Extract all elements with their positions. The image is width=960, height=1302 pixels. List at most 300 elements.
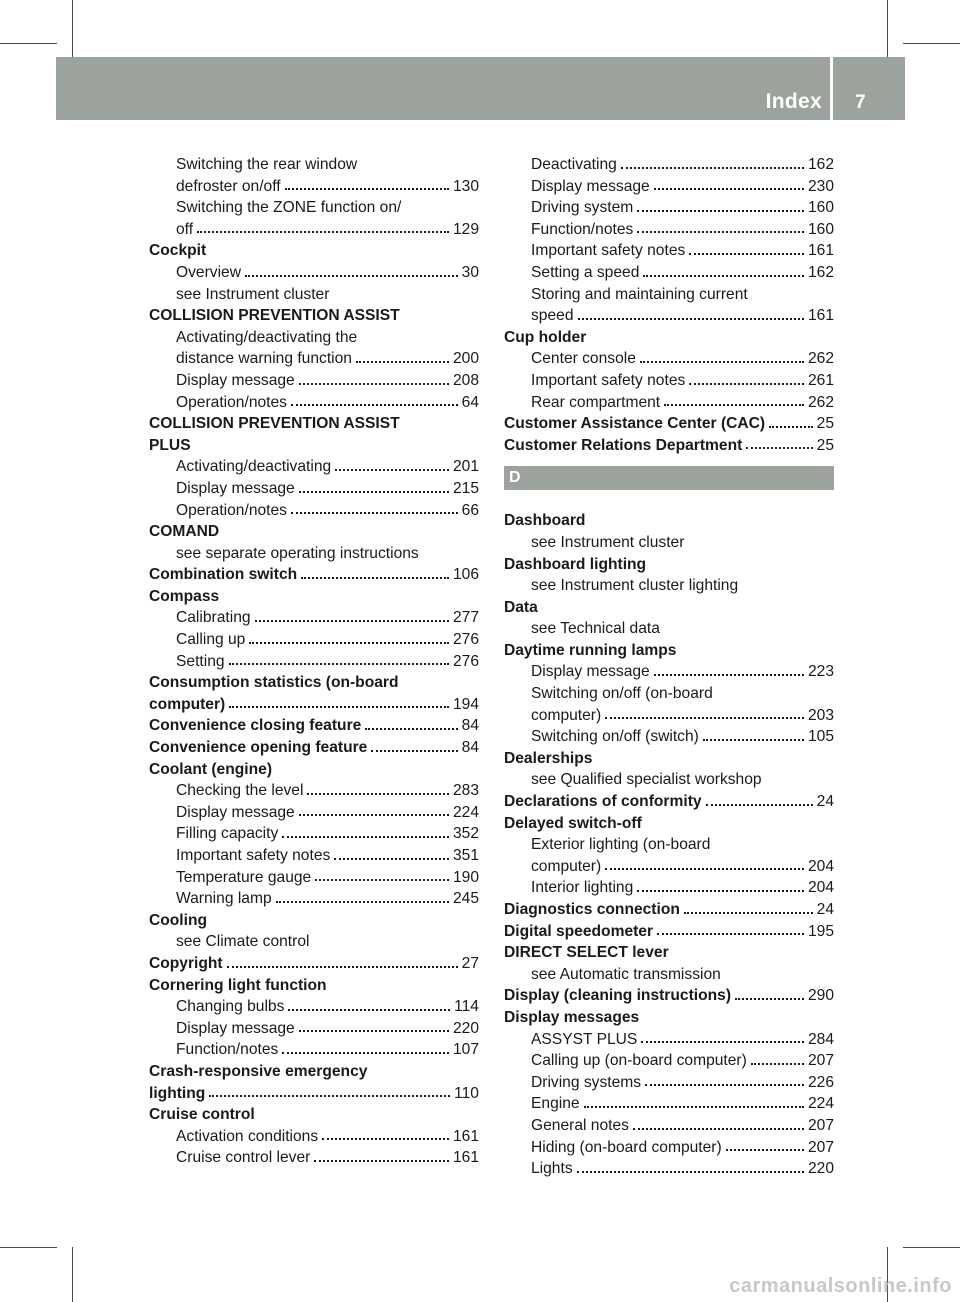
index-entry [149,262,479,284]
index-entry [504,348,834,370]
index-entry-page: 66 [461,501,479,519]
dot-leader [654,674,804,676]
dot-leader [643,275,804,277]
index-entry [149,240,479,262]
index-entry [504,985,834,1007]
index-entry-text: Important safety notes [176,847,331,864]
index-entry-text: COLLISION PREVENTION ASSIST [149,307,400,325]
index-entry-text: Display messages [504,1008,640,1026]
index-entry-page: 277 [452,609,479,627]
index-entry-page: 261 [807,371,834,389]
index-column-right [504,154,834,1180]
index-entry-text: Important safety notes [531,371,686,389]
index-entry [504,219,834,241]
index-entry [149,435,479,457]
dot-leader [605,868,804,870]
index-entry-page: 204 [807,879,834,897]
dot-leader [249,642,449,644]
index-entry [504,640,834,662]
index-entry-text: Switching on/off (switch) [531,728,699,746]
index-entry-text: Customer Relations Department [504,436,743,454]
index-entry-text: Center console [531,350,636,368]
index-entry-page: 161 [807,307,834,325]
index-entry-page: 224 [452,803,479,821]
index-entry-text: Cornering light function [149,976,327,994]
dot-leader [633,1128,804,1130]
index-entry [504,899,834,921]
dot-leader [334,858,449,860]
index-entry [504,554,834,576]
header-divider [830,57,833,120]
index-entry-text: General notes [531,1116,629,1134]
index-entry-text: DIRECT SELECT lever [504,944,669,962]
index-entry-page: 352 [452,825,479,843]
index-entry-page: 130 [452,177,479,195]
index-entry-text: see Automatic transmission [531,965,721,983]
dot-leader [301,577,449,579]
index-entry-text: Display message [531,663,650,681]
index-entry [504,813,834,835]
index-entry [149,500,479,522]
index-entry-text: Warning lamp [176,890,272,908]
index-list-c-continued [504,154,834,456]
index-entry-page: 161 [452,1127,479,1145]
index-entry-text: Operation/notes [176,501,287,519]
index-entry [504,176,834,198]
dot-leader [229,706,449,708]
dot-leader [291,404,458,406]
index-entry-page: 208 [452,371,479,389]
index-entry [149,953,479,975]
index-entry [504,305,834,327]
index-entry-text: Calibrating [176,609,251,627]
index-entry-text: Cruise control lever [176,1149,311,1167]
crop-mark [0,43,57,44]
index-entry-page: 220 [452,1019,479,1037]
index-entry-page: 162 [807,156,834,173]
index-entry-text: Cockpit [149,242,207,260]
index-entry [149,478,479,500]
index-entry-text: Calling up (on-board computer) [531,1052,747,1070]
index-entry-page: 110 [454,1084,479,1102]
index-entry-text: see Qualified specialist workshop [531,771,762,789]
index-entry-page: 84 [461,739,479,757]
index-entry-page: 129 [452,220,479,238]
crop-mark [72,1247,73,1302]
index-entry [504,370,834,392]
index-entry-page: 64 [461,393,479,411]
index-entry-page: 283 [452,782,479,800]
dot-leader [299,1030,449,1032]
index-entry [504,921,834,943]
index-entry-text: Dashboard lighting [504,555,647,573]
dot-leader [209,1095,450,1097]
index-entry-text: lighting [149,1084,206,1102]
index-entry-text: Switching the rear window [176,156,358,173]
index-entry [504,1137,834,1159]
index-entry-text: see Instrument cluster [176,285,330,303]
index-entry-text: Driving systems [531,1073,642,1091]
index-entry [149,975,479,997]
crop-mark [903,43,960,44]
index-entry-text: Data [504,598,538,616]
index-entry-page: 24 [816,901,834,918]
index-entry-text: see separate operating instructions [176,544,419,562]
index-entry-page: 84 [461,717,479,735]
index-entry [504,1007,834,1029]
dot-leader [726,1149,804,1151]
index-entry-text: Copyright [149,954,223,972]
index-entry-text: off [176,220,194,238]
index-entry-text: Lights [531,1160,573,1178]
section-letter-bar: D [504,466,834,490]
crop-mark [0,1247,57,1248]
index-entry-page: 276 [452,652,479,670]
index-entry [504,327,834,349]
index-entry-text: Display message [176,803,295,821]
watermark: carmanualsonline.info [729,1275,952,1297]
index-entry-page: 107 [452,1041,479,1059]
dot-leader [605,717,804,719]
index-entry-page: 25 [816,436,834,454]
index-entry [504,748,834,770]
index-entry [149,1083,479,1105]
dot-leader [227,966,458,968]
index-entry-text: Customer Assistance Center (CAC) [504,415,766,433]
index-entry [149,197,479,219]
index-entry-text: COMAND [149,523,220,541]
index-entry-text: Display message [531,177,650,195]
index-entry-text: Function/notes [176,1041,279,1059]
index-entry-text: ASSYST PLUS [531,1030,638,1048]
index-entry-text: see Instrument cluster lighting [531,577,739,595]
index-entry [504,435,834,457]
index-entry-page: 106 [452,566,479,584]
index-entry-text: Setting a speed [531,263,640,281]
index-entry [504,661,834,683]
index-entry-page: 207 [807,1052,834,1070]
index-entry [149,867,479,889]
index-entry [149,154,479,176]
dot-leader [299,383,449,385]
index-entry-text: Coolant (engine) [149,760,273,778]
dot-leader [637,210,804,212]
index-entry [149,780,479,802]
index-entry-text: computer) [531,857,602,875]
index-entry-page: 230 [807,177,834,195]
index-entry-text: Switching the ZONE function on/ [176,199,402,217]
dot-leader [664,404,804,406]
dot-leader [371,750,457,752]
dot-leader [641,1041,804,1043]
index-entry [149,219,479,241]
index-entry [504,942,834,964]
index-entry-page: 161 [452,1149,479,1167]
index-entry [504,618,834,640]
index-entry-page: 105 [807,728,834,746]
dot-leader [657,933,804,935]
index-entry-text: Checking the level [176,782,304,800]
dot-leader [769,426,813,428]
index-entry-text: Engine [531,1095,580,1113]
index-entry-text: Combination switch [149,566,298,584]
index-entry [504,597,834,619]
dot-leader [640,361,804,363]
index-entry-text: see Instrument cluster [531,533,685,551]
index-entry-text: Crash-responsive emergency [149,1062,368,1080]
index-entry-text: Exterior lighting (on-board [531,836,711,854]
index-entry [149,456,479,478]
index-entry-page: 262 [807,350,834,368]
index-entry-text: Dealerships [504,749,593,767]
crop-mark [887,0,888,57]
index-entry [149,802,479,824]
index-entry [504,1029,834,1051]
index-entry-page: 160 [807,220,834,238]
index-entry-text: Switching on/off (on-board [531,685,713,703]
index-entry [149,888,479,910]
index-entry [149,521,479,543]
index-entry [149,759,479,781]
index-entry [504,510,834,532]
index-entry [149,305,479,327]
index-entry-text: see Technical data [531,620,660,638]
dot-leader [229,663,449,665]
index-entry [149,284,479,306]
crop-mark [903,1247,960,1248]
index-entry [504,1050,834,1072]
dot-leader [356,361,449,363]
dot-leader [282,836,449,838]
index-entry-page: 215 [452,479,479,497]
index-entry [149,370,479,392]
index-entry [504,769,834,791]
index-entry-text: Overview [176,263,241,281]
index-entry [504,575,834,597]
index-entry [504,197,834,219]
index-entry-text: Hiding (on-board computer) [531,1138,722,1156]
index-entry-text: Display message [176,479,295,497]
index-entry-text: Activating/deactivating the [176,328,358,346]
index-entry-text: Cup holder [504,328,587,346]
index-entry [504,392,834,414]
dot-leader [645,1084,804,1086]
index-entry-text: Diagnostics connection [504,901,680,918]
dot-leader [689,253,804,255]
index-entry [149,176,479,198]
index-entry [149,996,479,1018]
index-entry [149,1104,479,1126]
index-entry [504,532,834,554]
index-entry [149,931,479,953]
index-entry-text: Display message [176,371,295,389]
index-entry [149,694,479,716]
index-entry-text: Driving system [531,199,634,217]
index-list-d [504,510,834,1179]
index-entry-text: Delayed switch-off [504,814,642,832]
index-entry-text: Changing bulbs [176,998,285,1016]
index-entry-page: 220 [807,1160,834,1178]
index-entry [504,1093,834,1115]
dot-leader [578,318,804,320]
index-entry-text: Interior lighting [531,879,634,897]
index-entry [149,607,479,629]
index-entry-page: 226 [807,1073,834,1091]
page-title: Index [765,90,822,113]
index-entry-text: Convenience closing feature [149,717,362,735]
index-entry [504,240,834,262]
dot-leader [307,793,449,795]
index-entry-page: 204 [807,857,834,875]
dot-leader [621,167,804,169]
index-column-left [149,154,479,1169]
index-entry-text: Cooling [149,911,208,929]
dot-leader [197,231,449,233]
index-entry-text: Consumption statistics (on-board [149,674,399,692]
index-entry-page: 162 [807,263,834,281]
dot-leader [276,901,449,903]
index-entry [149,1061,479,1083]
index-entry-text: Filling capacity [176,825,279,843]
index-entry-text: speed [531,307,574,325]
index-entry [504,262,834,284]
index-entry-page: 351 [452,847,479,864]
index-entry-page: 27 [461,954,479,972]
index-entry [504,964,834,986]
dot-leader [706,804,813,806]
index-entry-page: 160 [807,199,834,217]
dot-leader [285,188,449,190]
index-entry-text: Display message [176,1019,295,1037]
index-entry-page: 224 [807,1095,834,1113]
dot-leader [299,491,449,493]
index-entry-text: Temperature gauge [176,868,312,886]
index-entry [149,672,479,694]
dot-leader [689,383,804,385]
index-entry [504,413,834,435]
index-entry-text: Deactivating [531,156,617,173]
index-entry [149,629,479,651]
index-entry [504,154,834,176]
index-entry [504,834,834,856]
index-entry [149,413,479,435]
index-entry [149,1126,479,1148]
index-entry-text: Function/notes [531,220,634,238]
page-number: 7 [855,92,866,113]
index-entry-text: PLUS [149,436,191,454]
index-entry-page: 195 [807,922,834,940]
dot-leader [684,912,813,914]
index-entry [149,910,479,932]
index-entry-page: 161 [807,242,834,260]
index-entry [149,564,479,586]
index-entry-page: 207 [807,1116,834,1134]
index-entry [504,726,834,748]
index-entry-text: Digital speedometer [504,922,654,940]
index-entry [504,791,834,813]
dot-leader [637,890,804,892]
index-entry [149,586,479,608]
index-entry-text: Dashboard [504,512,586,530]
crop-mark [72,0,73,57]
index-entry-text: Setting [176,652,225,670]
index-entry-text: Calling up [176,631,246,649]
index-entry-page: 290 [807,987,834,1005]
dot-leader [245,275,458,277]
index-entry-text: Storing and maintaining current [531,285,748,303]
index-entry [149,543,479,565]
index-entry-text: computer) [149,695,226,713]
dot-leader [577,1171,804,1173]
index-entry-text: see Climate control [176,933,310,951]
index-entry-page: 276 [452,631,479,649]
index-entry [504,1158,834,1180]
index-entry-text: Compass [149,587,220,605]
dot-leader [654,188,804,190]
index-entry [149,737,479,759]
index-entry-page: 200 [452,350,479,368]
index-entry [149,845,479,867]
index-entry [149,1039,479,1061]
index-entry [149,715,479,737]
dot-leader [315,879,449,881]
index-entry-text: Declarations of conformity [504,793,702,811]
index-entry [504,705,834,727]
index-entry [149,651,479,673]
index-entry-page: 207 [807,1138,834,1156]
index-entry-page: 24 [816,793,834,811]
index-entry-text: Activating/deactivating [176,458,332,476]
dot-leader [703,739,804,741]
index-entry [504,683,834,705]
index-entry [504,284,834,306]
dot-leader [746,447,812,449]
index-entry [504,856,834,878]
index-entry [149,823,479,845]
dot-leader [299,814,449,816]
index-entry [149,327,479,349]
index-entry-text: Display (cleaning instructions) [504,987,732,1005]
index-entry [149,348,479,370]
dot-leader [637,231,804,233]
index-entry-text: Operation/notes [176,393,287,411]
dot-leader [322,1138,449,1140]
dot-leader [735,998,804,1000]
index-entry [504,1115,834,1137]
index-entry-page: 245 [452,890,479,908]
index-entry-text: Important safety notes [531,242,686,260]
index-entry-page: 284 [807,1030,834,1048]
dot-leader [314,1160,449,1162]
dot-leader [751,1063,804,1065]
dot-leader [282,1052,449,1054]
index-entry-text: Daytime running lamps [504,641,677,659]
index-entry-text: Activation conditions [176,1127,319,1145]
index-entry-page: 262 [807,393,834,411]
index-entry [149,392,479,414]
index-entry-page: 114 [454,998,479,1016]
dot-leader [291,512,458,514]
index-entry-text: defroster on/off [176,177,281,195]
index-entry-text: Convenience opening feature [149,739,368,757]
index-entry-page: 190 [452,868,479,886]
index-entry-text: COLLISION PREVENTION ASSIST [149,415,400,433]
index-entry [149,1147,479,1169]
dot-leader [584,1106,804,1108]
index-entry [504,1072,834,1094]
dot-leader [255,620,449,622]
index-entry-page: 203 [807,706,834,724]
